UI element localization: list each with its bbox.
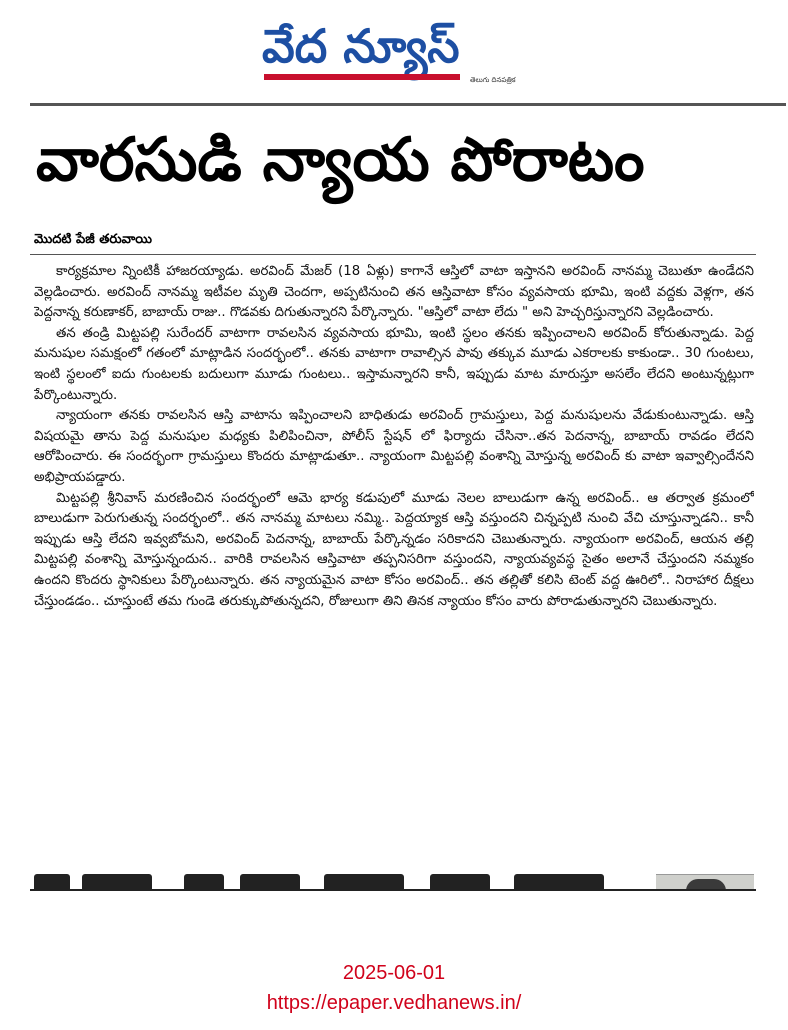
page-bottom-divider bbox=[30, 889, 756, 891]
logo-tagline: తెలుగు దినపత్రిక bbox=[470, 76, 516, 84]
masthead bbox=[0, 0, 788, 100]
continued-from-label: మొదటి పేజీ తరువాయి bbox=[34, 232, 152, 247]
header-divider bbox=[30, 103, 786, 106]
article-headline: వారసుడి న్యాయ పోరాటం bbox=[36, 125, 645, 195]
article-body bbox=[34, 262, 754, 860]
article-paragraph: తన తండ్రి మిట్టపల్లి సురేందర్ వాటాగా రావలసిన వ్యవసాయ భూమి, ఇంటి స్థలం తనకు ఇప్పించాలని అరవింద్ కోరుతున్నాడు. పెద్ద మనుషుల సమక్షంలో గతంలో మాట్లాడిన సందర్భంలో.. తనకు వాటాగా రావాల్సిన పావు తక్కువ మూడు ఎకరాలకు కాకుండా.. 30 గుంటలు, ఇంటి స్థలంలో ఐదు గుంటలకు బదులుగా మూడు గుంటలు.. ఇస్తామన్నారని కానీ, ఇప్పుడు మాట మారుస్తూ అసలేం లేదని అంటున్నట్లుగా పేర్కొంటున్నారు. bbox=[34, 325, 754, 403]
article-paragraph: మిట్టపల్లి శ్రీనివాస్ మరణించిన సందర్భంలో ఆమె భార్య కడుపులో మూడు నెలల బాలుడుగా ఉన్న అరవింద్.. ఆ తర్వాత క్రమంలో బాలుడుగా పెరుగుతున్న సందర్భంలో.. తన నానమ్మ మాటలు నమ్మి.. పెద్దయ్యాక ఆస్తి వస్తుందని చిన్నప్పటి నుంచి వేచి చూస్తున్నాడని.. కానీ ఇప్పుడు ఆస్తి లేదని ఇవ్వబోమని, అరవింద్ పెదనాన్న, బాబాయ్ పేర్కొన్నడం సరికాదని చెబుతున్నారు. న్యాయంగా అరవింద్, ఆయన తల్లి మిట్టపల్లి వంశాన్ని మోస్తున్నందున.. వారికి రావలసిన ఆస్తివాటా తప్పనిసరిగా వస్తుందని, న్యాయవ్యవస్థ సైతం అలానే చేస్తుందని నమ్మకం ఉందని కొందరు స్థానికులు పేర్కొంటున్నారు. తన న్యాయమైన వాటా కోసం అరవింద్.. తన తల్లితో కలిసి టెంట్ వద్ద ఊరిలో.. నిరాహార దీక్షలు చేస్తుండడం.. చూస్తుంటే తమ గుండె తరుక్కుపోతున్నదని, రోజులుగా తిని తినక న్యాయం కోసం వారు పోరాడుతున్నారని చెబుతున్నారు. bbox=[34, 490, 754, 609]
logo-underline bbox=[264, 74, 460, 80]
next-article-cropped-headline bbox=[34, 868, 644, 890]
newspaper-logo bbox=[262, 16, 532, 86]
subhead-divider bbox=[30, 254, 756, 255]
epaper-url[interactable]: https://epaper.vedhanews.in/ bbox=[266, 992, 522, 1014]
article-paragraph: న్యాయంగా తనకు రావలసిన ఆస్తి వాటాను ఇప్పించాలని బాధితుడు అరవింద్ గ్రామస్తులు, పెద్ద మనుషులను వేడుకుంటున్నాడు. ఆస్తి విషయమై తాను పెద్ద మనుషుల మధ్యకు పిలిపించినా, పోలీస్ స్టేషన్ లో ఫిర్యాదు చేసినా..తన పెదనాన్న, బాబాయ్ రావడం లేదని ఆరోపించారు. ఈ సందర్భంగా గ్రామస్తులు కొందరు మాట్లాడుతూ.. న్యాయంగా మిట్టపల్లి వంశాన్ని మోస్తున్న అరవింద్ కు వాటా ఇవ్వాల్సిందేనని అభిప్రాయపడ్డారు. bbox=[34, 408, 754, 485]
edition-date: 2025-06-01 bbox=[342, 962, 446, 984]
article-paragraph: కార్యక్రమాల న్నింటికీ హాజరయ్యాడు. అరవింద్ మేజర్ (18 ఏళ్లు) కాగానే ఆస్తిలో వాటా ఇస్తానని అరవింద్ నానమ్మ చెబుతూ ఉండేదని వెల్లడించారు. అరవింద్ నానమ్మ ఇటీవల మృతి చెందగా, అప్పటినుంచి తన ఆస్తివాటా కోసం వ్యవసాయ భూమి, ఇంటి వద్దకు వెళ్లగా, తన పెద్దనాన్న కరుణాకర్, బాబాయ్ రాజు.. గొడవకు దిగుతున్నారని పేర్కొన్నారు. "ఆస్తిలో వాటా లేదు " అని హెచ్చరిస్తున్నారని వెల్లడించారు. bbox=[34, 264, 754, 321]
logo-text: వేద న్యూస్ bbox=[262, 19, 460, 73]
